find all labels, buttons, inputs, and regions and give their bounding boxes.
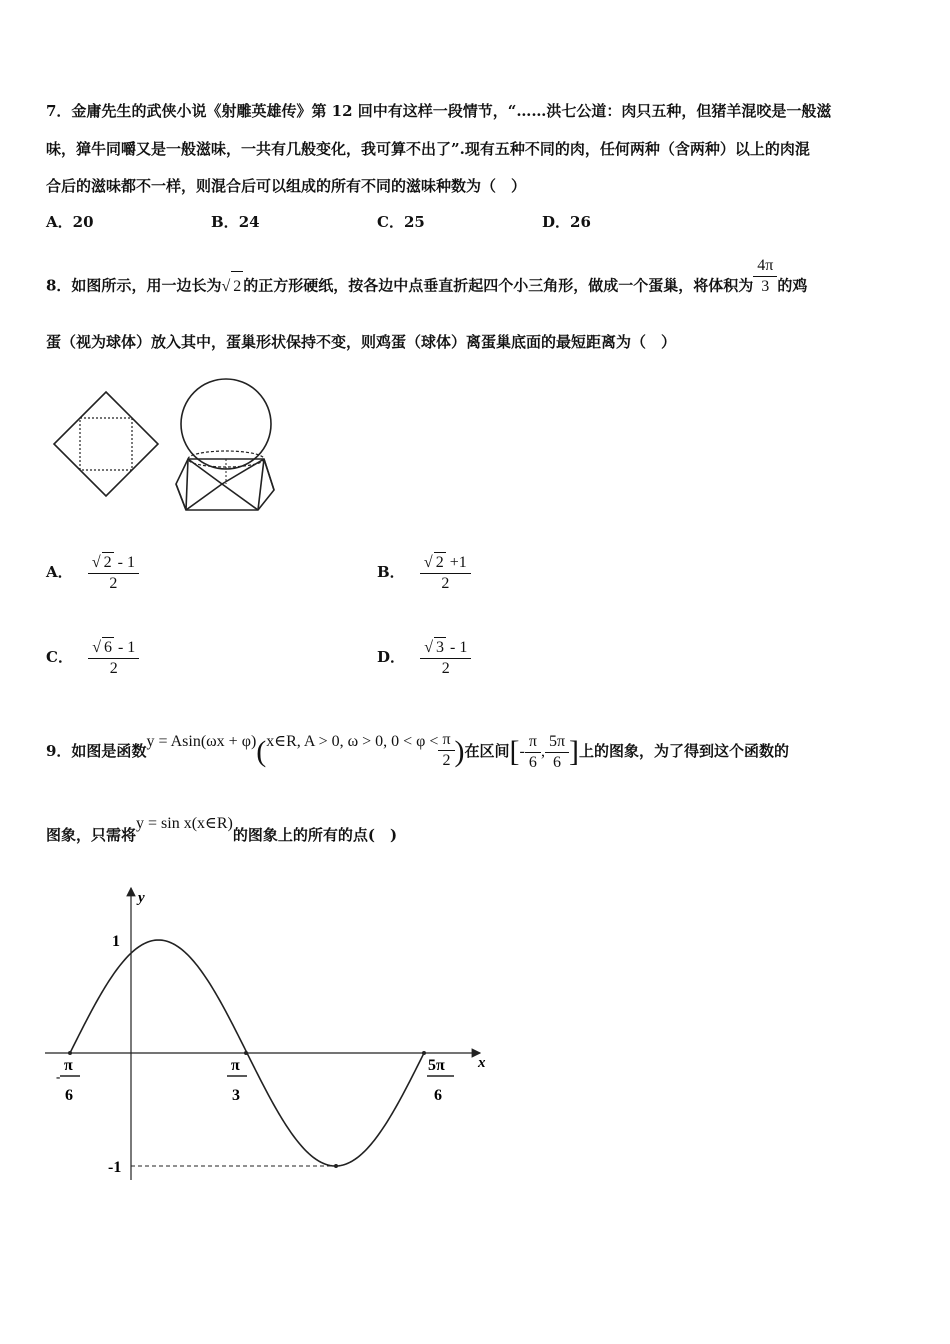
q8-volume-fraction: $\frac{4\pi}{3}$: [753, 256, 777, 297]
svg-text:6: 6: [65, 1087, 73, 1104]
q7-option-c[interactable]: C．25: [377, 213, 425, 231]
q8-line-2: 蛋（视为球体）放入其中，蛋巢形状保持不变，则鸡蛋（球体）离蛋巢底面的最短距离为（ ）: [46, 333, 677, 351]
q8-line-1: 8．如图所示，用一边长为√ 2 的正方形硬纸，按各边中点垂直折起四个小三角形，做成一个蛋巢，将体积为 $\frac{4\pi}{3}$ 的鸡: [46, 266, 906, 307]
q7-line-2: 味，獐牛同嚼又是一般滋味，一共有几般变化，我可算不出了”.现有五种不同的肉，任何两种（含两种）以上的肉混: [46, 140, 810, 158]
q8-option-a[interactable]: A． $\frac{√ 2 - 1}{2}$: [46, 552, 139, 594]
q9-function: y = Asin(ωx + φ): [146, 733, 257, 750]
svg-text:-: -: [56, 1069, 61, 1084]
q7-line-1: 7．金庸先生的武侠小说《射雕英雄传》第 12 回中有这样一段情节，“……洪七公道：肉只五种，但猪羊混咬是一般滋: [46, 102, 832, 120]
q8-side-value: 2: [231, 271, 243, 302]
q8-option-b[interactable]: B． $\frac{√ 2 +1}{2}$: [377, 552, 471, 594]
point-zero-mid: [244, 1051, 248, 1055]
q9-base-function: y = sin x(x∈R): [136, 815, 233, 832]
q7-option-b[interactable]: B．24: [211, 213, 260, 231]
q9-sine-graph: [40, 880, 500, 1190]
q9-line-2: 图象，只需将y = sin x(x∈R)的图象上的所有的点( ): [46, 815, 398, 844]
svg-text:6: 6: [434, 1087, 442, 1104]
svg-text:3: 3: [232, 1087, 240, 1104]
svg-text:π: π: [231, 1057, 240, 1074]
q8-figure: [46, 372, 286, 522]
folded-square-diagram: [54, 392, 158, 496]
x-tick-pi-3: [227, 1057, 247, 1104]
y-tick-minus-1: -1: [108, 1159, 122, 1176]
svg-text:π: π: [64, 1057, 73, 1074]
y-tick-1: 1: [112, 933, 120, 950]
q7-option-d[interactable]: D．26: [542, 213, 591, 231]
q7-option-a[interactable]: A．20: [46, 213, 94, 231]
x-axis-label: x: [478, 1055, 486, 1071]
x-tick-neg-pi-6: [56, 1057, 80, 1104]
x-tick-5pi-6: [427, 1057, 454, 1104]
svg-text:5π: 5π: [428, 1057, 445, 1074]
point-min: [334, 1164, 338, 1168]
point-zero-right: [422, 1051, 426, 1055]
q8-option-d[interactable]: D． $\frac{√ 3 - 1}{2}$: [377, 637, 471, 679]
q8-option-c[interactable]: C． $\frac{√ 6 - 1}{2}$: [46, 637, 139, 679]
y-axis-label: y: [138, 890, 145, 906]
q7-line-3: 合后的滋味都不一样，则混合后可以组成的所有不同的滋味种数为（ ）: [46, 177, 527, 195]
egg-nest-diagram: [176, 379, 274, 510]
q9-line-1: 9．如图是函数y = Asin(ωx + φ)(x∈R, A > 0, ω > 0, 0 < φ < $\frac{\pi}{2}$ )在区间[- $\frac{\pi}{6}$ , $\frac{5\pi}{6}$ ]上的图象，为了得到这个函数的: [46, 730, 790, 771]
point-zero-left: [68, 1051, 72, 1055]
